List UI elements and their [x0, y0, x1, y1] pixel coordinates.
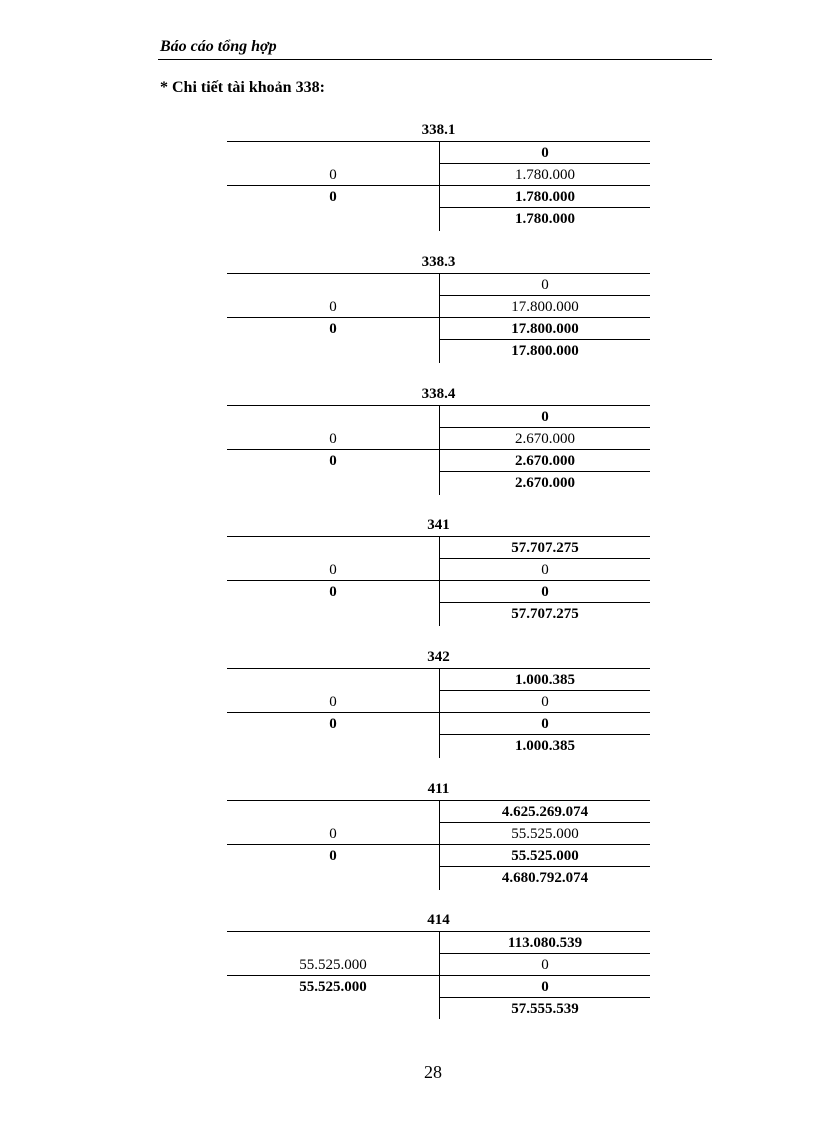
debit-entry: 0: [329, 826, 337, 842]
opening-credit: 4.625.269.074: [501, 804, 589, 820]
credit-entry: 1.780.000: [515, 167, 575, 183]
t-account-title: 341: [427, 517, 450, 533]
row-rule: [440, 339, 650, 340]
credit-entry: 17.800.000: [511, 299, 579, 315]
total-rule: [227, 317, 650, 318]
debit-entry: 0: [329, 431, 337, 447]
t-account-341: [227, 517, 650, 639]
opening-credit: 0: [541, 145, 549, 161]
total-rule: [227, 185, 650, 186]
closing-credit: 4.680.792.074: [501, 870, 589, 886]
debit-entry: 0: [329, 562, 337, 578]
debit-total: 0: [329, 584, 337, 600]
total-rule: [227, 712, 650, 713]
row-rule: [440, 471, 650, 472]
row-rule: [440, 427, 650, 428]
debit-entry: 0: [329, 694, 337, 710]
opening-credit: 0: [541, 277, 549, 293]
row-rule: [440, 558, 650, 559]
page-number: 28: [424, 1062, 442, 1082]
total-rule: [227, 449, 650, 450]
t-account-title: 338.1: [421, 122, 456, 138]
credit-total: 0: [541, 979, 549, 995]
t-account-338-3: [227, 254, 650, 376]
debit-entry: 55.525.000: [299, 957, 367, 973]
row-rule: [440, 866, 650, 867]
closing-credit: 1.780.000: [515, 211, 575, 227]
closing-credit: 2.670.000: [515, 475, 575, 491]
row-rule: [440, 953, 650, 954]
credit-entry: 0: [541, 694, 549, 710]
header-rule: [158, 59, 712, 60]
total-rule: [227, 844, 650, 845]
t-account-342: [227, 649, 650, 771]
credit-total: 0: [541, 584, 549, 600]
debit-entry: 0: [329, 299, 337, 315]
total-rule: [227, 580, 650, 581]
credit-entry: 0: [541, 562, 549, 578]
credit-total: 1.780.000: [515, 189, 575, 205]
debit-total: 0: [329, 848, 337, 864]
opening-credit: 113.080.539: [507, 935, 583, 951]
credit-total: 17.800.000: [511, 321, 579, 337]
t-account-title: 338.4: [421, 386, 456, 402]
credit-entry: 0: [541, 957, 549, 973]
t-account-title: 338.3: [421, 254, 456, 270]
opening-credit: 1.000.385: [515, 672, 575, 688]
opening-credit: 57.707.275: [511, 540, 579, 556]
debit-entry: 0: [329, 167, 337, 183]
row-rule: [440, 163, 650, 164]
closing-credit: 57.707.275: [511, 606, 579, 622]
report-header-title: Báo cáo tổng hợp: [160, 38, 277, 55]
credit-entry: 2.670.000: [515, 431, 575, 447]
closing-credit: 17.800.000: [511, 343, 579, 359]
debit-total: 55.525.000: [299, 979, 367, 995]
debit-total: 0: [329, 453, 337, 469]
debit-total: 0: [329, 189, 337, 205]
row-rule: [440, 602, 650, 603]
row-rule: [440, 734, 650, 735]
row-rule: [440, 997, 650, 998]
credit-total: 0: [541, 716, 549, 732]
row-rule: [440, 690, 650, 691]
closing-credit: 1.000.385: [515, 738, 575, 754]
opening-credit: 0: [541, 409, 549, 425]
t-account-338-4: [227, 386, 650, 508]
section-heading: * Chi tiết tài khoản 338:: [160, 79, 325, 96]
row-rule: [440, 295, 650, 296]
t-account-title: 342: [427, 649, 450, 665]
debit-total: 0: [329, 321, 337, 337]
t-account-411: [227, 781, 650, 903]
credit-entry: 55.525.000: [511, 826, 579, 842]
t-account-338-1: [227, 122, 650, 244]
credit-total: 2.670.000: [515, 453, 575, 469]
t-account-414: [227, 912, 650, 1034]
debit-total: 0: [329, 716, 337, 732]
row-rule: [440, 207, 650, 208]
t-account-title: 411: [427, 781, 450, 797]
closing-credit: 57.555.539: [511, 1001, 579, 1017]
total-rule: [227, 975, 650, 976]
t-account-title: 414: [427, 912, 450, 928]
credit-total: 55.525.000: [511, 848, 579, 864]
row-rule: [440, 822, 650, 823]
